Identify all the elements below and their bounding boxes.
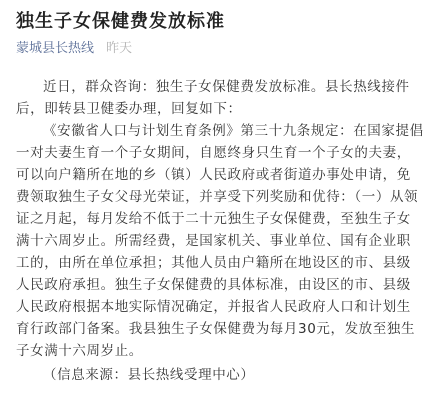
info-source-note: （信息来源：县长热线受理中心）: [43, 367, 255, 383]
paragraph-regulation: 《安徽省人口与计划生育条例》第三十九条规定：在国家提倡一对夫妻生育一个子女期间，自愿终身只生育一个子女的夫妻，可以向户籍所在地的乡（镇）人民政府或者街道办事处申请，免费领取独生子女父母光荣证，并享受下列奖励和优待：（一）从领证之月起，每月发给不低于二十元独生子女保健费，至独生子女满十六周岁止。所需经费，是国家机关、事业单位、国有企业职工的，由所在单位承担；其他人员由户籍所在地设区的市、县级人民政府承担。独生子女保健费的具体标准，由设区的市、县级人民政府根据本地实际情况确定，并报省人民政府人口和计划生育行政部门备案。我县独生子女保健费为每月30元，发放至独生子女满十六周岁止。: [16, 123, 424, 359]
article-meta: [16, 40, 424, 58]
publish-time: 昨天: [106, 41, 133, 56]
article-title: 独生子女保健费发放标准: [16, 11, 225, 32]
article-body: [16, 76, 424, 386]
account-link[interactable]: 蒙城县长热线: [16, 41, 95, 56]
paragraph-intro: 近日，群众咨询：独生子女保健费发放标准。县长热线接件后，即转县卫健委办理，回复如下：: [16, 79, 410, 117]
